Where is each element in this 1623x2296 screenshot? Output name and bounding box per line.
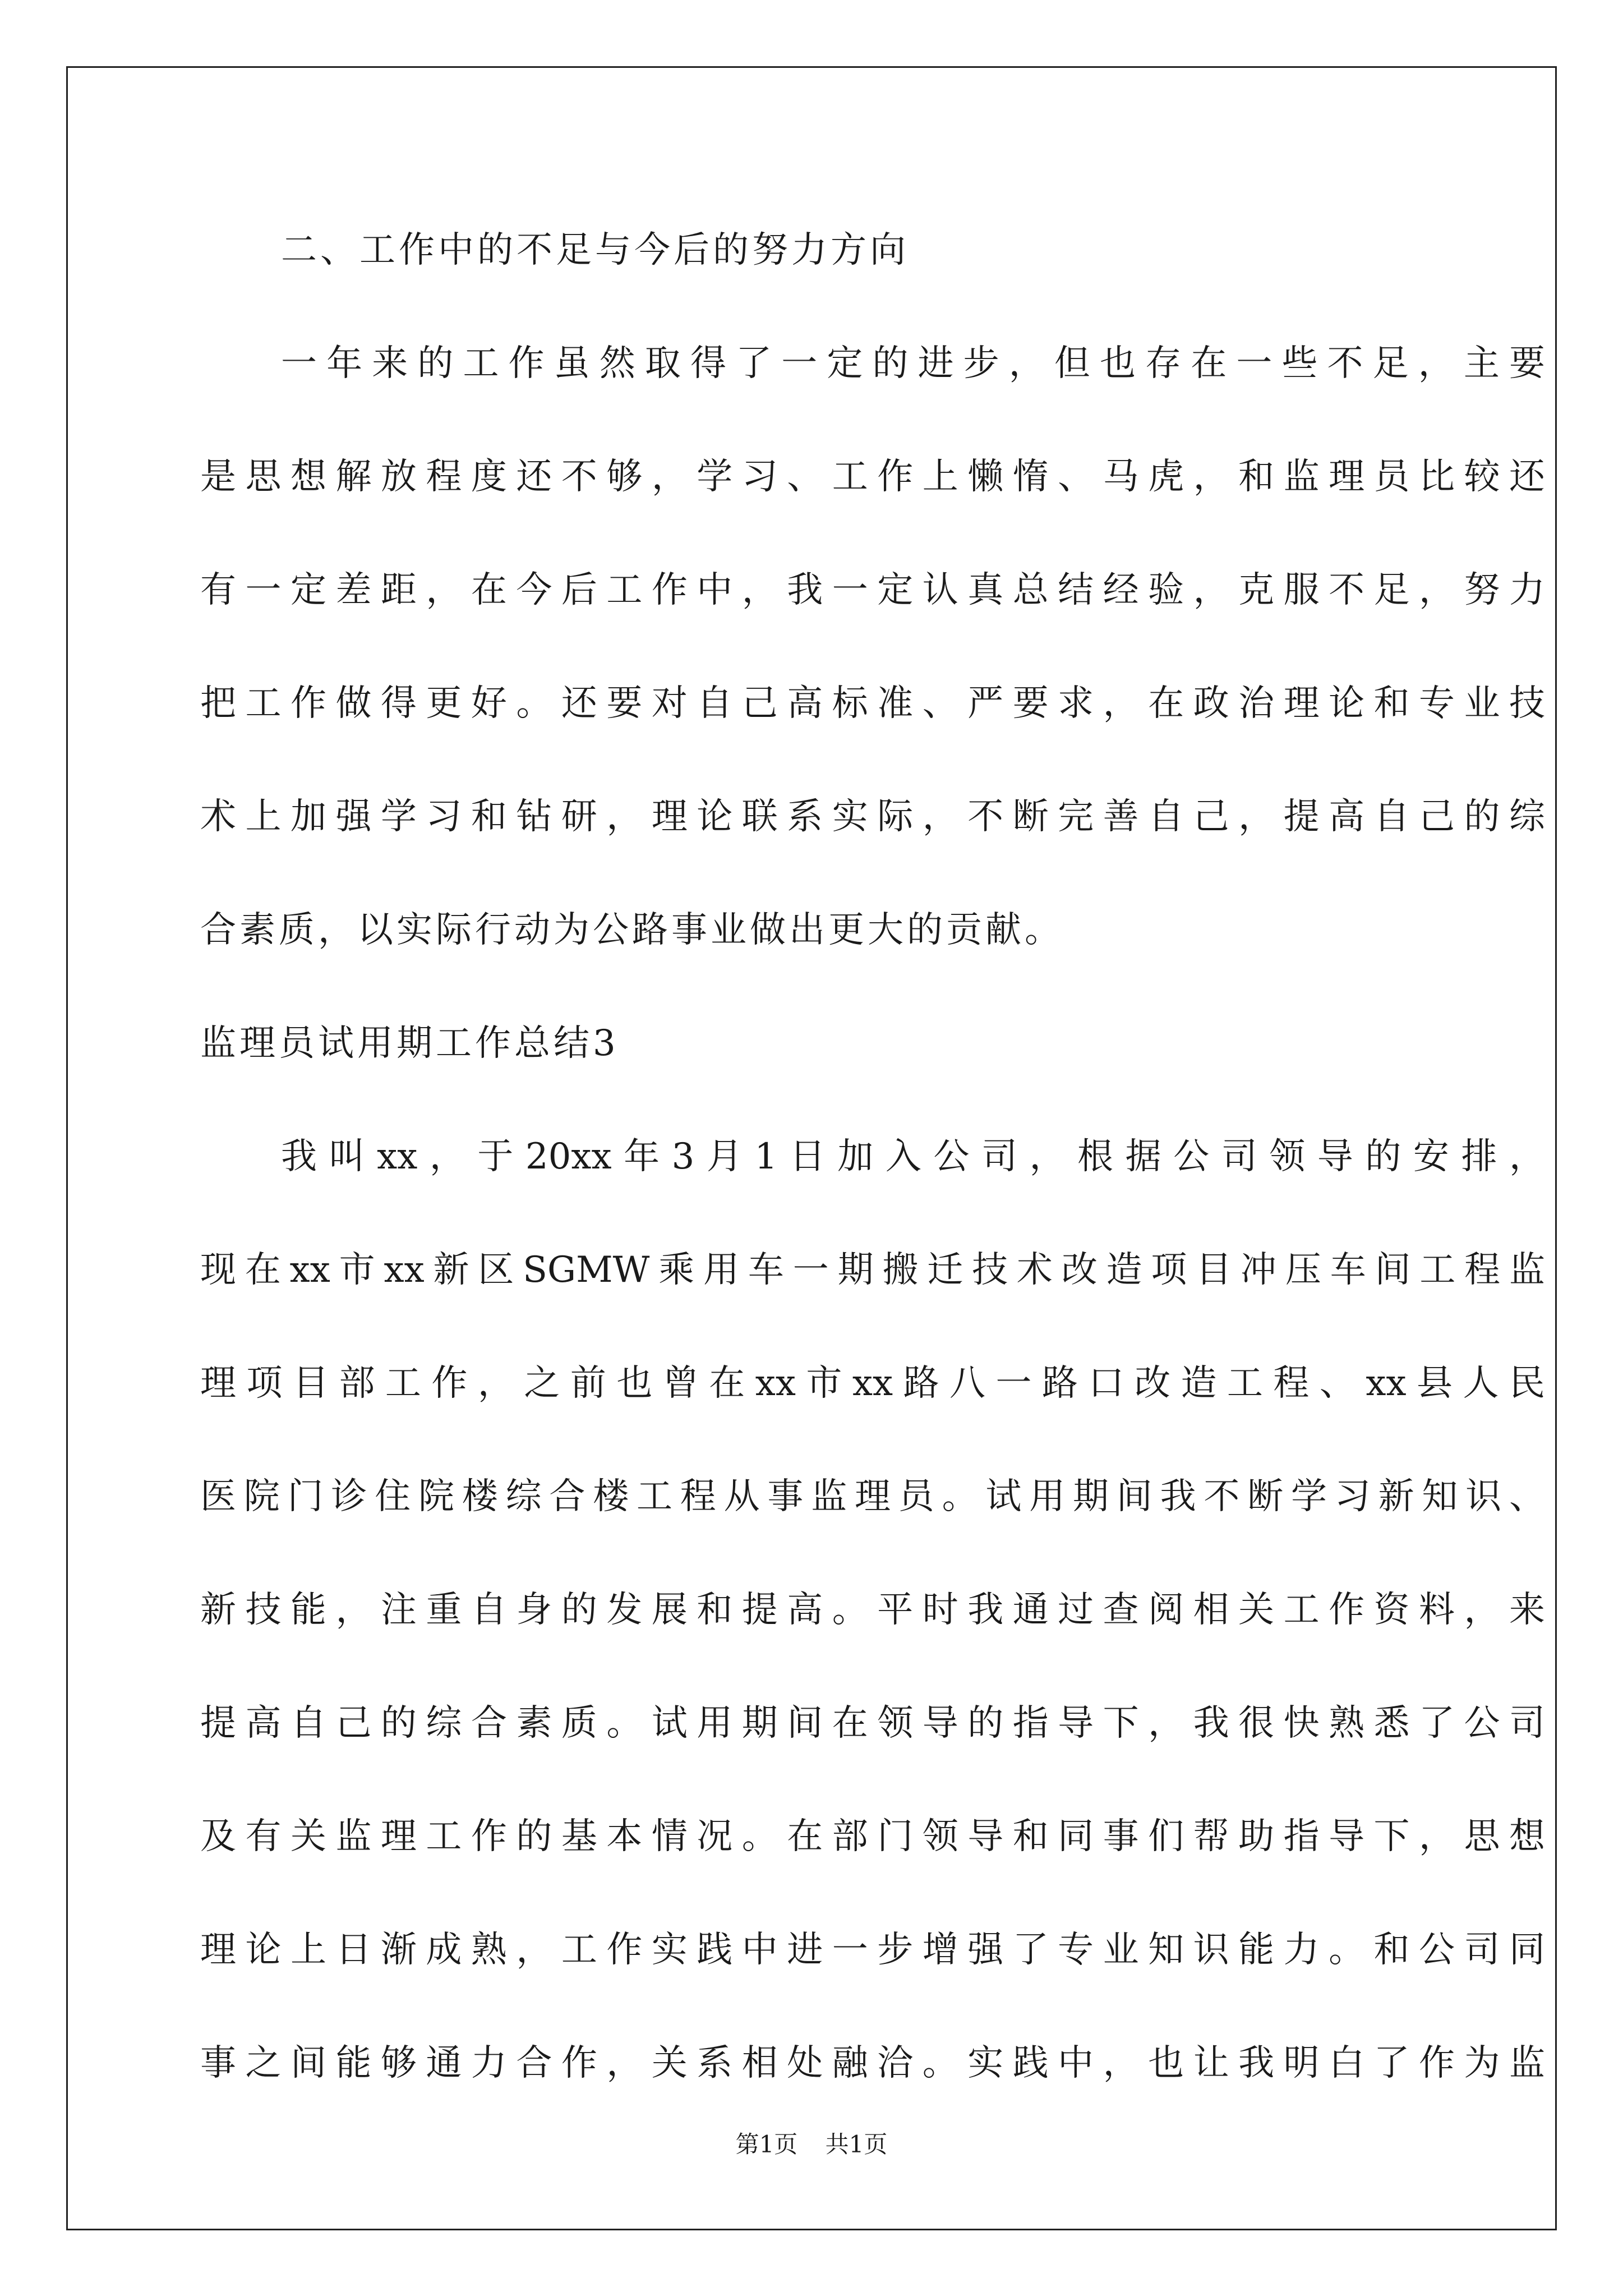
paragraph-line: 一年来的工作虽然取得了一定的进步，但也存在一些不足，主要 [281, 343, 1545, 384]
document-body-continued [199, 66, 1543, 2142]
document-title: 监理员试用期工作总结3 [200, 1023, 619, 1064]
paragraph-line: 我叫xx，于20xx年3月1日加入公司，根据公司领导的安排， [281, 1136, 1545, 1177]
paragraph-line: 合素质，以实际行动为公路事业做出更大的贡献。 [200, 909, 1064, 951]
paragraph-line: 术上加强学习和钻研，理论联系实际，不断完善自己，提高自己的综 [200, 796, 1545, 838]
paragraph-line: 理论上日渐成熟，工作实践中进一步增强了专业知识能力。和公司同 [200, 1929, 1545, 1971]
paragraph-line: 有一定差距，在今后工作中，我一定认真总结经验，克服不足，努力 [200, 569, 1545, 611]
paragraph-line: 医院门诊住院楼综合楼工程从事监理员。试用期间我不断学习新知识、 [200, 1476, 1545, 1517]
paragraph-line: 事之间能够通力合作，关系相处融洽。实践中，也让我明白了作为监 [200, 2042, 1545, 2084]
page-total: 共1页 [825, 2131, 888, 2158]
page-footer [0, 2129, 1623, 2160]
paragraph-line: 理项目部工作，之前也曾在xx市xx路八一路口改造工程、xx县人民 [200, 1363, 1545, 1404]
paragraph-line: 提高自己的综合素质。试用期间在领导的指导下，我很快熟悉了公司 [200, 1703, 1545, 1744]
paragraph-line: 把工作做得更好。还要对自己高标准、严要求，在政治理论和专业技 [200, 683, 1545, 724]
paragraph-line: 现在xx市xx新区SGMW乘用车一期搬迁技术改造项目冲压车间工程监 [200, 1249, 1545, 1291]
paragraph-line: 及有关监理工作的基本情况。在部门领导和同事们帮助指导下，思想 [200, 1816, 1545, 1857]
section-heading: 二、工作中的不足与今后的努力方向 [281, 229, 909, 271]
paragraph-line: 新技能，注重自身的发展和提高。平时我通过查阅相关工作资料，来 [200, 1589, 1545, 1631]
page-number: 第1页 [735, 2131, 798, 2158]
paragraph-line: 是思想解放程度还不够，学习、工作上懒惰、马虎，和监理员比较还 [200, 456, 1545, 498]
